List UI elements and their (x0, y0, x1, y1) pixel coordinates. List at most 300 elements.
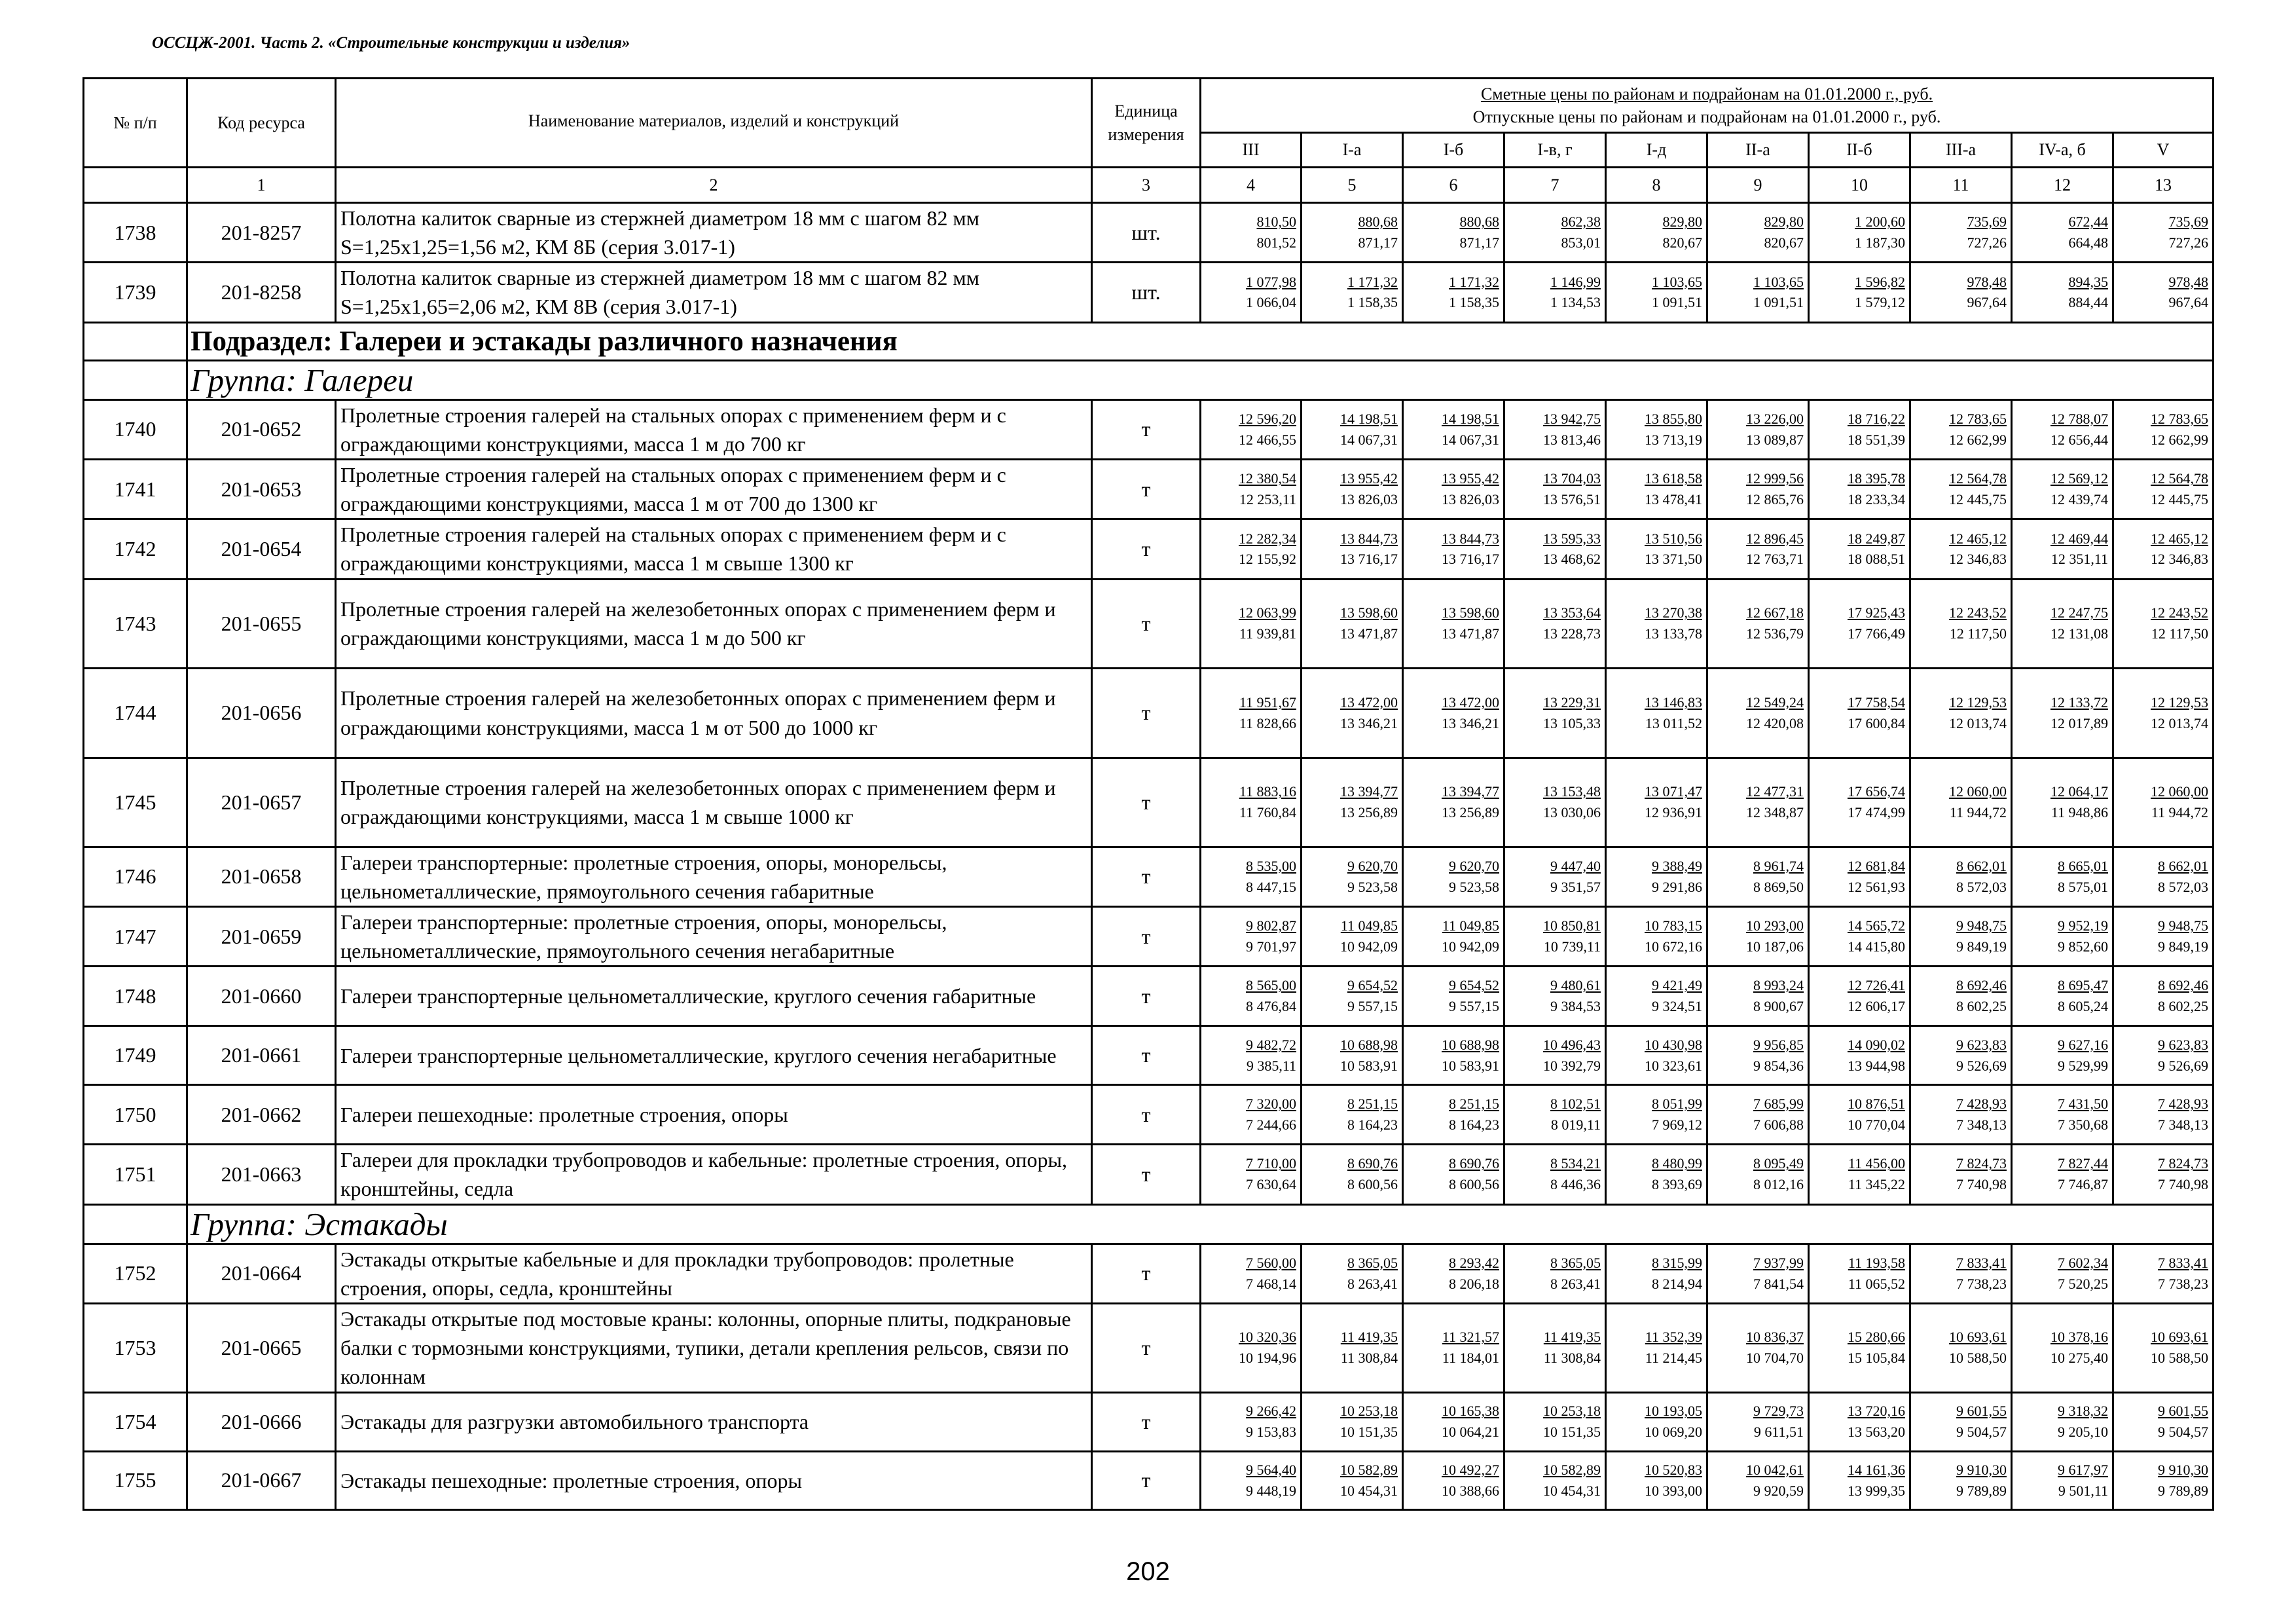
price-cell (1606, 906, 1707, 966)
price-cell (1809, 758, 1910, 847)
price-cell (1201, 1303, 1302, 1392)
column-index: 5 (1302, 168, 1403, 203)
estimate-price: 11 049,85 (1340, 917, 1398, 934)
price-cell (1606, 399, 1707, 459)
unit: т (1092, 459, 1201, 519)
price-cell (2012, 967, 2113, 1026)
release-price: 12 348,87 (1746, 804, 1804, 821)
release-price: 18 088,51 (1848, 551, 1905, 568)
region-header: V (2113, 133, 2214, 168)
estimate-price: 12 726,41 (1848, 977, 1905, 994)
price-cell (1910, 1392, 2012, 1451)
price-cell (1606, 1244, 1707, 1303)
estimate-price: 13 598,60 (1340, 604, 1398, 621)
release-price: 801,52 (1256, 234, 1296, 251)
release-price: 727,26 (2168, 234, 2209, 251)
header-unit: Единица измерения (1092, 79, 1201, 168)
resource-code: 201-8258 (187, 263, 336, 322)
estimate-price: 14 198,51 (1442, 410, 1499, 427)
price-cell (1707, 1244, 1809, 1303)
price-cell (1910, 668, 2012, 758)
region-header: II-а (1707, 133, 1809, 168)
release-price: 664,48 (2068, 234, 2108, 251)
price-cell (1403, 459, 1504, 519)
price-cell (1403, 1085, 1504, 1145)
release-price: 13 256,89 (1340, 804, 1398, 821)
price-cell (2113, 519, 2214, 579)
estimate-price: 10 783,15 (1645, 917, 1702, 934)
row-number: 1748 (84, 967, 187, 1026)
header-prices-release: Отпускные цены по районам и подрайонам на 01.01.2000 г., руб. (1472, 107, 1941, 126)
estimate-price: 18 395,78 (1848, 470, 1905, 487)
release-price: 9 526,69 (1956, 1057, 2007, 1074)
release-price: 8 447,15 (1246, 878, 1296, 895)
unit: т (1092, 579, 1201, 668)
release-price: 13 346,21 (1340, 714, 1398, 731)
price-cell (1707, 203, 1809, 263)
estimate-price: 17 656,74 (1848, 783, 1905, 800)
release-price: 13 468,62 (1543, 551, 1601, 568)
release-price: 8 572,03 (1956, 878, 2007, 895)
estimate-price: 735,69 (2168, 213, 2209, 231)
estimate-price: 1 200,60 (1855, 213, 1905, 231)
estimate-price: 13 855,80 (1645, 410, 1702, 427)
price-cell (1403, 668, 1504, 758)
release-price: 9 526,69 (2158, 1057, 2209, 1074)
release-price: 9 852,60 (2058, 938, 2108, 955)
release-price: 13 999,35 (1848, 1482, 1905, 1499)
price-cell (1302, 1303, 1403, 1392)
release-price: 10 275,40 (2050, 1350, 2108, 1367)
release-price: 13 011,52 (1645, 714, 1702, 731)
release-price: 820,67 (1662, 234, 1702, 251)
estimate-price: 13 844,73 (1340, 530, 1398, 547)
estimate-price: 7 685,99 (1753, 1096, 1804, 1113)
release-price: 8 575,01 (2058, 878, 2108, 895)
column-index: 4 (1201, 168, 1302, 203)
estimate-price: 17 758,54 (1848, 693, 1905, 710)
price-cell (1504, 847, 1606, 906)
estimate-price: 13 472,00 (1340, 693, 1398, 710)
estimate-price: 10 688,98 (1442, 1036, 1499, 1053)
release-price: 14 067,31 (1442, 431, 1499, 448)
price-cell (1403, 758, 1504, 847)
release-price: 8 572,03 (2158, 878, 2209, 895)
price-cell (1910, 203, 2012, 263)
estimate-price: 9 388,49 (1652, 857, 1702, 874)
item-name: Полотна калиток сварные из стержней диаметром 18 мм с шагом 82 мм S=1,25х1,65=2,06 м2, КМ 8В (серия 3.017-1) (336, 263, 1092, 322)
release-price: 7 468,14 (1246, 1275, 1296, 1292)
price-cell (2113, 1145, 2214, 1204)
estimate-price: 9 910,30 (1956, 1461, 2007, 1478)
price-cell (2012, 459, 2113, 519)
price-cell (1910, 1244, 2012, 1303)
price-cell (1504, 203, 1606, 263)
release-price: 12 466,55 (1239, 431, 1296, 448)
price-cell (1707, 519, 1809, 579)
estimate-price: 7 431,50 (2058, 1096, 2108, 1113)
release-price: 9 153,83 (1246, 1424, 1296, 1441)
estimate-price: 8 692,46 (1956, 977, 2007, 994)
price-cell (1504, 459, 1606, 519)
estimate-price: 11 049,85 (1442, 917, 1499, 934)
item-name: Эстакады открытые под мостовые краны: колонны, опорные плиты, подкрановые балки с тормозными конструкциями, тупики, детали крепления рельсов, связи по колоннам (336, 1303, 1092, 1392)
release-price: 7 740,98 (1956, 1176, 2007, 1193)
region-header: I-а (1302, 133, 1403, 168)
estimate-price: 8 051,99 (1652, 1096, 1702, 1113)
release-price: 8 476,84 (1246, 998, 1296, 1015)
price-cell (1707, 668, 1809, 758)
price-cell (1504, 263, 1606, 322)
release-price: 10 194,96 (1239, 1350, 1296, 1367)
estimate-price: 13 226,00 (1746, 410, 1804, 427)
column-index: 7 (1504, 168, 1606, 203)
row-number: 1750 (84, 1085, 187, 1145)
estimate-price: 12 243,52 (1949, 604, 2007, 621)
estimate-price: 10 693,61 (2151, 1329, 2209, 1346)
item-name: Пролетные строения галерей на стальных опорах с применением ферм и с ограждающими конструкциями, масса 1 м свыше 1300 кг (336, 519, 1092, 579)
estimate-price: 13 071,47 (1645, 783, 1702, 800)
estimate-price: 12 465,12 (2151, 530, 2209, 547)
estimate-price: 9 948,75 (1956, 917, 2007, 934)
estimate-price: 9 948,75 (2158, 917, 2209, 934)
price-cell (2012, 1145, 2113, 1204)
price-cell (1707, 847, 1809, 906)
column-index: 11 (1910, 168, 2012, 203)
release-price: 18 233,34 (1848, 491, 1905, 508)
release-price: 9 529,99 (2058, 1057, 2108, 1074)
price-cell (1910, 579, 2012, 668)
release-price: 13 716,17 (1442, 551, 1499, 568)
release-price: 13 826,03 (1442, 491, 1499, 508)
item-name: Эстакады для разгрузки автомобильного транспорта (336, 1392, 1092, 1451)
estimate-price: 11 352,39 (1645, 1329, 1702, 1346)
estimate-price: 9 620,70 (1449, 857, 1499, 874)
price-cell (1201, 1244, 1302, 1303)
estimate-price: 14 198,51 (1340, 410, 1398, 427)
item-name: Пролетные строения галерей на железобетонных опорах с применением ферм и ограждающими конструкциями, масса 1 м свыше 1000 кг (336, 758, 1092, 847)
estimate-price: 13 720,16 (1848, 1403, 1905, 1420)
release-price: 12 017,89 (2050, 714, 2108, 731)
release-price: 12 662,99 (2151, 431, 2209, 448)
row-number: 1754 (84, 1392, 187, 1451)
table-row (84, 1451, 2214, 1509)
release-price: 7 348,13 (1956, 1116, 2007, 1134)
estimate-price: 12 060,00 (1949, 783, 2007, 800)
table-row (84, 906, 2214, 966)
price-cell (1809, 1145, 1910, 1204)
price-cell (1403, 1451, 1504, 1509)
release-price: 12 117,50 (1949, 625, 2007, 642)
release-price: 9 701,97 (1246, 938, 1296, 955)
price-cell (1707, 1085, 1809, 1145)
release-price: 10 392,79 (1543, 1057, 1601, 1074)
price-cell (2012, 1244, 2113, 1303)
estimate-price: 12 129,53 (2151, 693, 2209, 710)
resource-code: 201-0665 (187, 1303, 336, 1392)
table-row (84, 668, 2214, 758)
column-index: 8 (1606, 168, 1707, 203)
price-cell (1809, 459, 1910, 519)
item-name: Галереи для прокладки трубопроводов и кабельные: пролетные строения, опоры, кронштейны, седла (336, 1145, 1092, 1204)
estimate-price: 18 249,87 (1848, 530, 1905, 547)
price-cell (1201, 847, 1302, 906)
estimate-price: 735,69 (1967, 213, 2007, 231)
price-cell (1606, 459, 1707, 519)
price-cell (1910, 519, 2012, 579)
release-price: 13 716,17 (1340, 551, 1398, 568)
price-cell (1809, 579, 1910, 668)
estimate-price: 7 824,73 (2158, 1155, 2209, 1172)
price-cell (1504, 1303, 1606, 1392)
release-price: 12 013,74 (2151, 714, 2209, 731)
release-price: 967,64 (1967, 294, 2007, 311)
table-row (84, 758, 2214, 847)
price-cell (1302, 399, 1403, 459)
estimate-price: 9 318,32 (2058, 1403, 2108, 1420)
release-price: 7 841,54 (1753, 1275, 1804, 1292)
estimate-price: 8 095,49 (1753, 1155, 1804, 1172)
release-price: 12 346,83 (2151, 551, 2209, 568)
release-price: 11 308,84 (1543, 1350, 1601, 1367)
price-cell (2113, 399, 2214, 459)
item-name: Галереи транспортерные: пролетные строения, опоры, монорельсы, цельнометаллические, прямоугольного сечения габаритные (336, 847, 1092, 906)
column-index (84, 168, 187, 203)
estimate-price: 8 662,01 (1956, 857, 2007, 874)
estimate-price: 13 394,77 (1340, 783, 1398, 800)
estimate-price: 1 596,82 (1855, 273, 1905, 290)
price-cell (1707, 459, 1809, 519)
estimate-price: 15 280,66 (1848, 1329, 1905, 1346)
price-cell (1707, 263, 1809, 322)
release-price: 12 439,74 (2050, 491, 2108, 508)
estimate-price: 10 378,16 (2050, 1329, 2108, 1346)
release-price: 10 454,31 (1543, 1482, 1601, 1499)
row-number: 1749 (84, 1026, 187, 1085)
release-price: 10 704,70 (1746, 1350, 1804, 1367)
row-number: 1745 (84, 758, 187, 847)
price-cell (1302, 758, 1403, 847)
column-index: 1 (187, 168, 336, 203)
estimate-price: 7 833,41 (1956, 1254, 2007, 1271)
price-cell (1504, 668, 1606, 758)
release-price: 9 351,57 (1550, 878, 1601, 895)
column-index: 3 (1092, 168, 1201, 203)
price-cell (1707, 1303, 1809, 1392)
release-price: 1 091,51 (1652, 294, 1702, 311)
price-cell (1302, 579, 1403, 668)
release-price: 13 256,89 (1442, 804, 1499, 821)
unit: т (1092, 1244, 1201, 1303)
header-prices (1201, 79, 2214, 133)
estimate-price: 12 243,52 (2151, 604, 2209, 621)
item-name: Пролетные строения галерей на стальных опорах с применением ферм и с ограждающими конструкциями, масса 1 м до 700 кг (336, 399, 1092, 459)
price-cell (1809, 1392, 1910, 1451)
estimate-price: 880,68 (1459, 213, 1499, 231)
estimate-price: 13 955,42 (1442, 470, 1499, 487)
table-row (84, 1303, 2214, 1392)
price-cell (1606, 967, 1707, 1026)
item-name: Пролетные строения галерей на стальных опорах с применением ферм и с ограждающими конструкциями, масса 1 м от 700 до 1300 кг (336, 459, 1092, 519)
price-cell (1809, 1026, 1910, 1085)
price-cell (2012, 1451, 2113, 1509)
price-cell (1910, 459, 2012, 519)
price-cell (1504, 1392, 1606, 1451)
estimate-price: 13 618,58 (1645, 470, 1702, 487)
subsection-title-row (84, 322, 2214, 360)
release-price: 10 770,04 (1848, 1116, 1905, 1134)
release-price: 11 760,84 (1239, 804, 1296, 821)
row-number: 1738 (84, 203, 187, 263)
table-row (84, 1085, 2214, 1145)
estimate-price: 12 564,78 (1949, 470, 2007, 487)
item-name: Галереи пешеходные: пролетные строения, опоры (336, 1085, 1092, 1145)
release-price: 14 415,80 (1848, 938, 1905, 955)
group-title-trestles-row (84, 1204, 2214, 1244)
price-cell (1809, 203, 1910, 263)
release-price: 12 131,08 (2050, 625, 2108, 642)
price-cell (1403, 399, 1504, 459)
release-price: 11 308,84 (1340, 1350, 1398, 1367)
release-price: 12 662,99 (1949, 431, 2007, 448)
column-index: 6 (1403, 168, 1504, 203)
release-price: 8 164,23 (1449, 1116, 1499, 1134)
price-cell (2012, 579, 2113, 668)
release-price: 7 606,88 (1753, 1116, 1804, 1134)
region-header: I-б (1403, 133, 1504, 168)
row-number: 1751 (84, 1145, 187, 1204)
table-row (84, 847, 2214, 906)
price-cell (1302, 1145, 1403, 1204)
estimate-price: 13 146,83 (1645, 693, 1702, 710)
estimate-price: 10 520,83 (1645, 1461, 1702, 1478)
price-cell (2113, 668, 2214, 758)
release-price: 8 164,23 (1347, 1116, 1398, 1134)
release-price: 10 388,66 (1442, 1482, 1499, 1499)
row-number: 1740 (84, 399, 187, 459)
price-cell (1606, 1303, 1707, 1392)
estimate-price: 10 836,37 (1746, 1329, 1804, 1346)
estimate-price: 8 565,00 (1246, 977, 1296, 994)
estimate-price: 7 833,41 (2158, 1254, 2209, 1271)
table-row (84, 1244, 2214, 1303)
release-price: 7 520,25 (2058, 1275, 2108, 1292)
release-price: 853,01 (1561, 234, 1601, 251)
release-price: 10 393,00 (1645, 1482, 1702, 1499)
price-cell (1910, 1303, 2012, 1392)
resource-code: 201-0659 (187, 906, 336, 966)
release-price: 13 944,98 (1848, 1057, 1905, 1074)
price-cell (2012, 203, 2113, 263)
estimate-price: 9 601,55 (1956, 1403, 2007, 1420)
release-price: 12 346,83 (1949, 551, 2007, 568)
price-cell (1606, 519, 1707, 579)
price-cell (1201, 1085, 1302, 1145)
release-price: 12 536,79 (1746, 625, 1804, 642)
release-price: 12 763,71 (1746, 551, 1804, 568)
release-price: 12 445,75 (1949, 491, 2007, 508)
release-price: 9 789,89 (1956, 1482, 2007, 1499)
release-price: 11 828,66 (1239, 714, 1296, 731)
price-cell (1302, 459, 1403, 519)
release-price: 8 600,56 (1347, 1176, 1398, 1193)
price-cell (1201, 758, 1302, 847)
release-price: 13 478,41 (1645, 491, 1702, 508)
price-cell (1606, 1392, 1707, 1451)
estimate-price: 12 282,34 (1239, 530, 1296, 547)
price-cell (2113, 1392, 2214, 1451)
estimate-price: 12 783,65 (2151, 410, 2209, 427)
price-cell (1504, 1085, 1606, 1145)
release-price: 11 345,22 (1848, 1176, 1905, 1193)
estimate-price: 9 266,42 (1246, 1403, 1296, 1420)
estimate-price: 11 456,00 (1848, 1155, 1905, 1172)
estimate-price: 10 253,18 (1340, 1403, 1398, 1420)
price-cell (1201, 1026, 1302, 1085)
estimate-price: 13 598,60 (1442, 604, 1499, 621)
release-price: 10 942,09 (1442, 938, 1499, 955)
price-cell (1201, 1451, 1302, 1509)
price-cell (1403, 967, 1504, 1026)
release-price: 11 939,81 (1239, 625, 1296, 642)
price-cell (1201, 967, 1302, 1026)
release-price: 9 384,53 (1550, 998, 1601, 1015)
item-name: Пролетные строения галерей на железобетонных опорах с применением ферм и ограждающими конструкциями, масса 1 м от 500 до 1000 кг (336, 668, 1092, 758)
estimate-price: 12 129,53 (1949, 693, 2007, 710)
price-cell (1504, 906, 1606, 966)
release-price: 8 900,67 (1753, 998, 1804, 1015)
price-cell (1606, 1145, 1707, 1204)
resource-code: 201-0653 (187, 459, 336, 519)
release-price: 9 849,19 (2158, 938, 2209, 955)
release-price: 7 746,87 (2058, 1176, 2108, 1193)
release-price: 10 588,50 (1949, 1350, 2007, 1367)
price-cell (1201, 579, 1302, 668)
release-price: 12 155,92 (1239, 551, 1296, 568)
row-number: 1742 (84, 519, 187, 579)
unit: т (1092, 1085, 1201, 1145)
price-table (82, 77, 2214, 1511)
release-price: 12 420,08 (1746, 714, 1804, 731)
price-cell (1403, 579, 1504, 668)
price-cell (1302, 519, 1403, 579)
price-cell (1707, 1026, 1809, 1085)
release-price: 1 134,53 (1550, 294, 1601, 311)
price-cell (1606, 847, 1707, 906)
estimate-price: 9 654,52 (1449, 977, 1499, 994)
price-cell (2012, 1085, 2113, 1145)
estimate-price: 12 569,12 (2050, 470, 2108, 487)
estimate-price: 12 063,99 (1239, 604, 1296, 621)
estimate-price: 9 617,97 (2058, 1461, 2108, 1478)
estimate-price: 8 665,01 (2058, 857, 2108, 874)
estimate-price: 9 952,19 (2058, 917, 2108, 934)
release-price: 7 738,23 (2158, 1275, 2209, 1292)
item-name: Галереи транспортерные цельнометаллические, круглого сечения негабаритные (336, 1026, 1092, 1085)
release-price: 12 013,74 (1949, 714, 2007, 731)
release-price: 1 066,04 (1246, 294, 1296, 311)
resource-code: 201-8257 (187, 203, 336, 263)
header-row-index (84, 168, 2214, 203)
price-cell (1910, 263, 2012, 322)
item-name: Пролетные строения галерей на железобетонных опорах с применением ферм и ограждающими конструкциями, масса 1 м до 500 кг (336, 579, 1092, 668)
release-price: 8 263,41 (1550, 1275, 1601, 1292)
price-cell (1504, 579, 1606, 668)
release-price: 13 576,51 (1543, 491, 1601, 508)
release-price: 9 504,57 (1956, 1424, 2007, 1441)
release-price: 1 158,35 (1449, 294, 1499, 311)
price-cell (1403, 1145, 1504, 1204)
